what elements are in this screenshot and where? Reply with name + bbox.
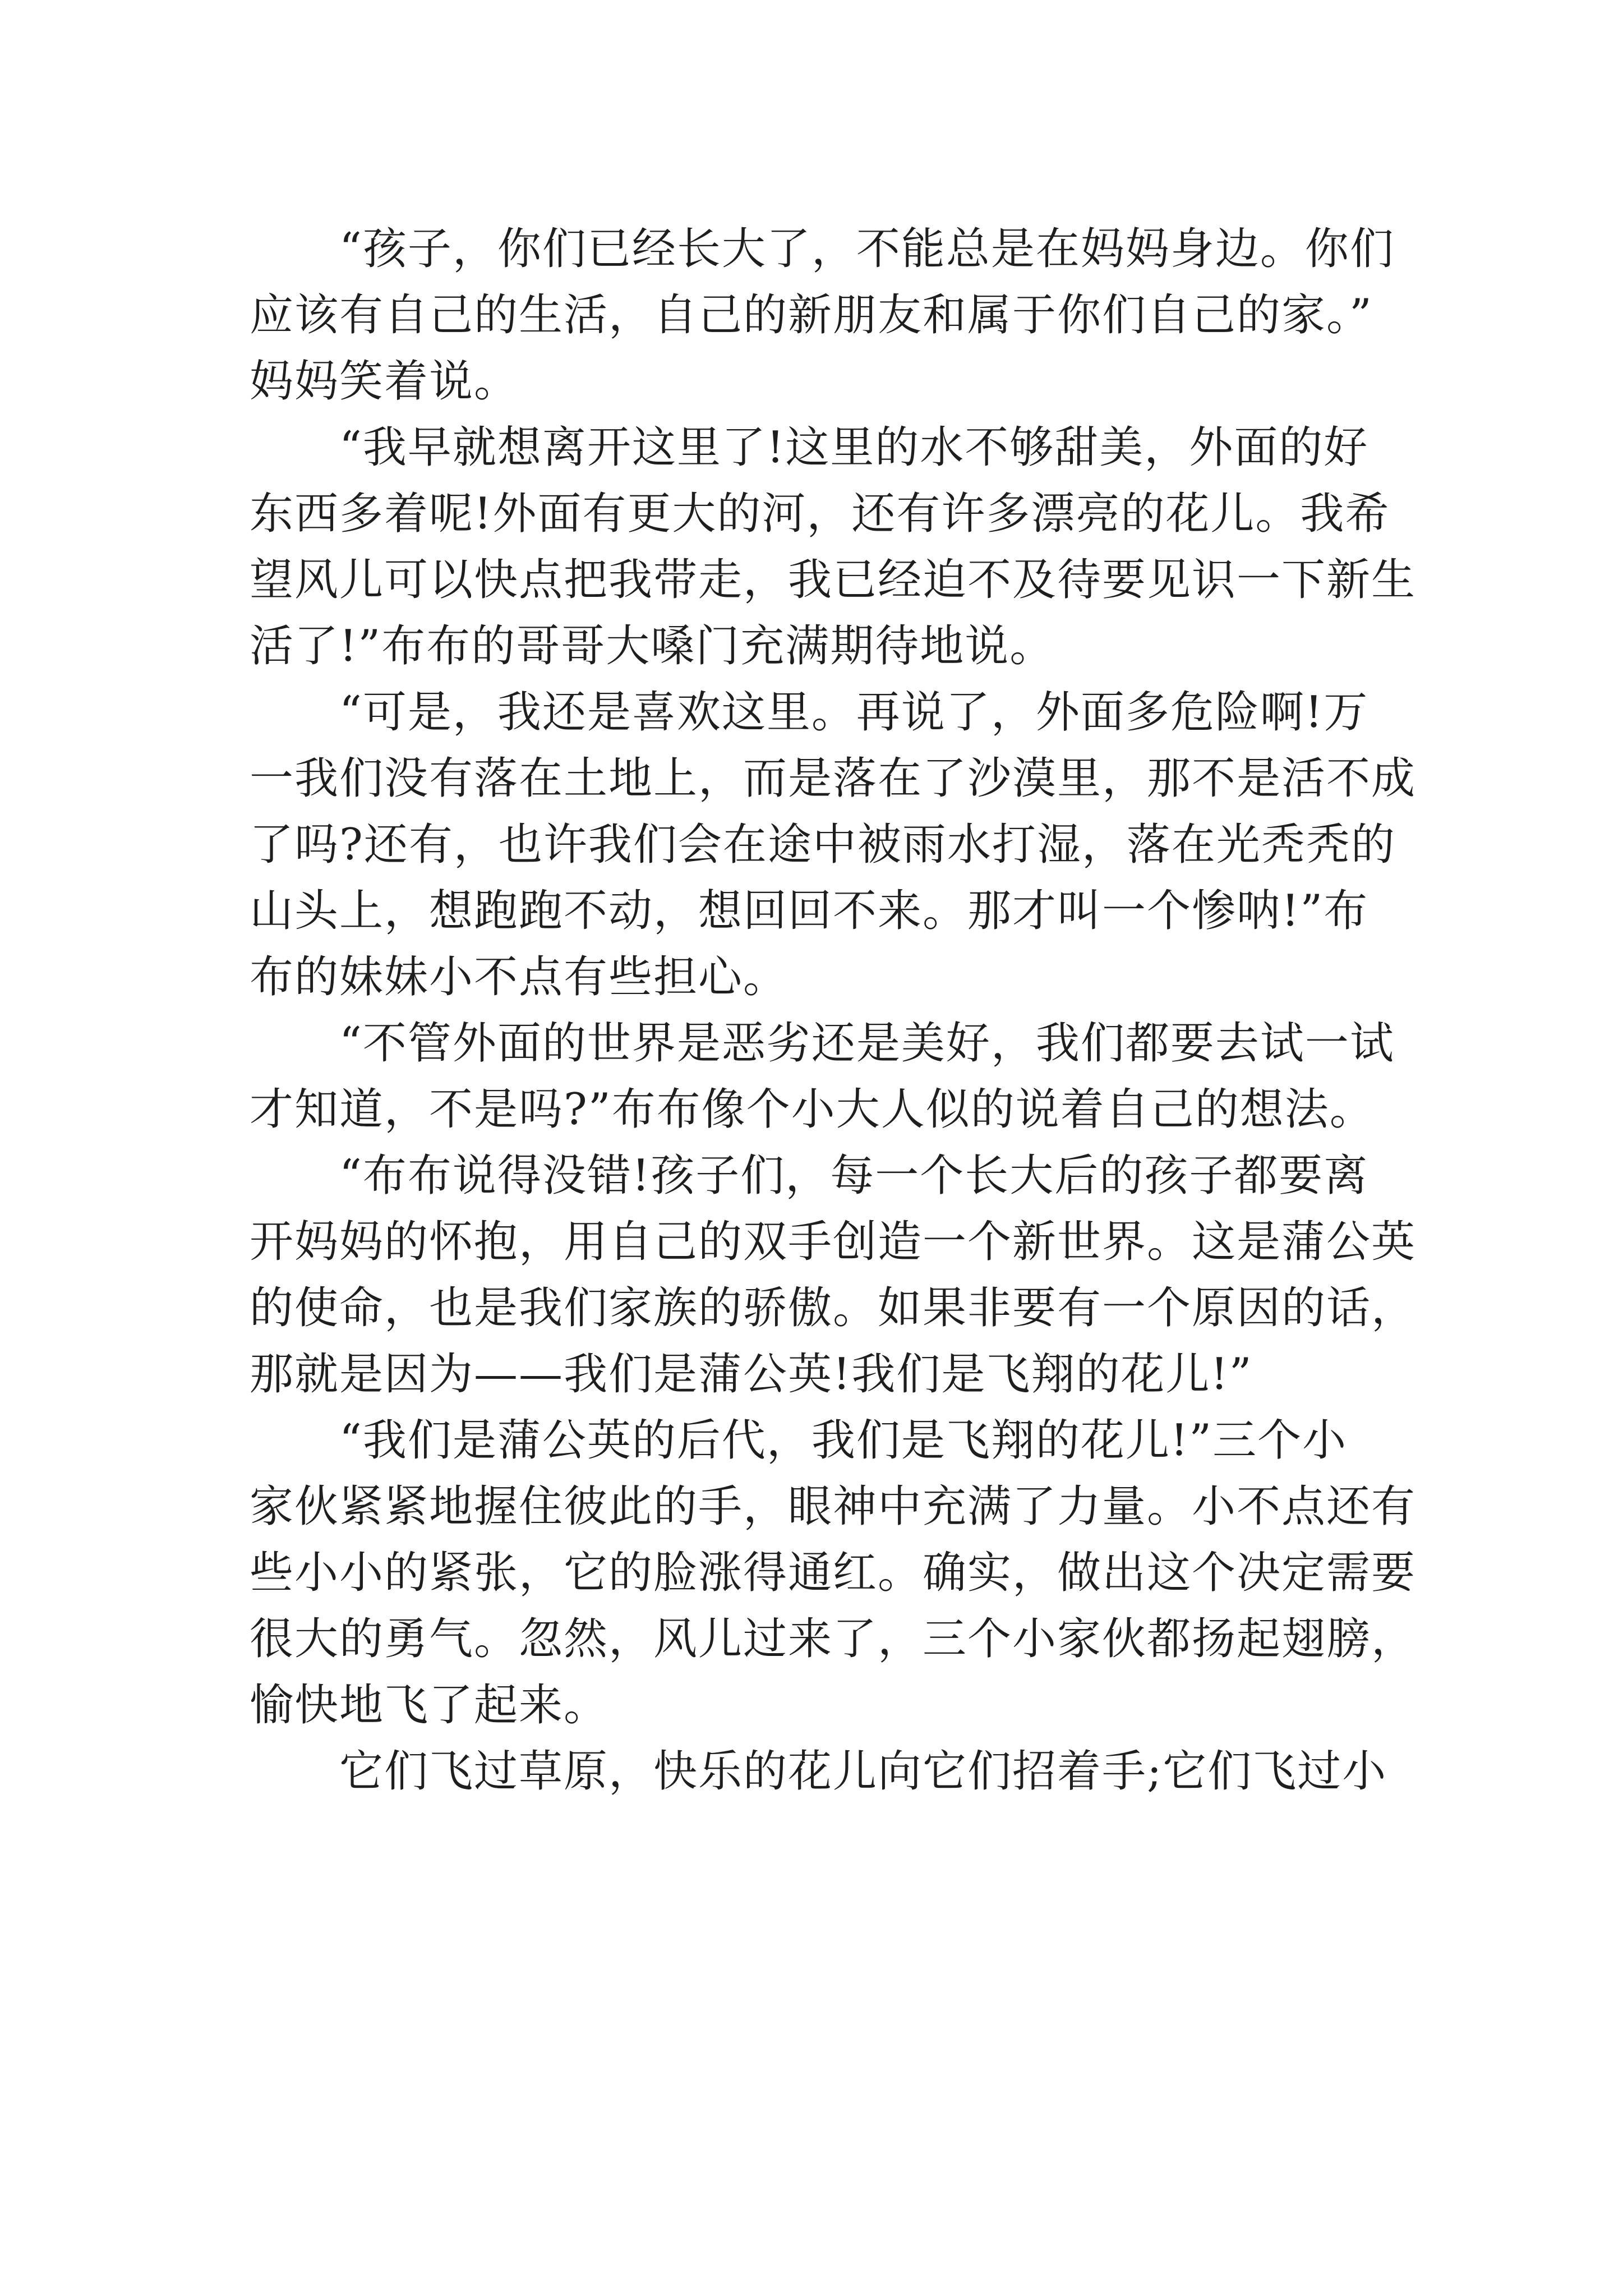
text-line: 的使命，也是我们家族的骄傲。如果非要有一个原因的话， xyxy=(250,1283,1417,1333)
body-text xyxy=(250,216,1417,1805)
text-line: 山头上，想跑跑不动，想回回不来。那才叫一个惨呐!”布 xyxy=(250,886,1369,936)
text-line: 家伙紧紧地握住彼此的手，眼神中充满了力量。小不点还有 xyxy=(250,1481,1417,1532)
text-line: 它们飞过草原，快乐的花儿向它们招着手;它们飞过小 xyxy=(339,1746,1387,1797)
text-line: 东西多着呢!外面有更大的河，还有许多漂亮的花儿。我希 xyxy=(250,489,1390,539)
text-line: 愉快地飞了起来。 xyxy=(250,1680,609,1731)
text-line: 妈妈笑着说。 xyxy=(250,356,519,407)
text-line: 开妈妈的怀抱，用自己的双手创造一个新世界。这是蒲公英 xyxy=(250,1217,1417,1267)
text-line: “我们是蒲公英的后代，我们是飞翔的花儿!”三个小 xyxy=(339,1415,1348,1466)
text-line: 那就是因为——我们是蒲公英!我们是飞翔的花儿!” xyxy=(250,1349,1253,1400)
text-line: 很大的勇气。忽然，风儿过来了，三个小家伙都扬起翅膀， xyxy=(250,1614,1417,1664)
text-line: “布布说得没错!孩子们，每一个长大后的孩子都要离 xyxy=(339,1151,1369,1201)
text-line: 了吗?还有，也许我们会在途中被雨水打湿，落在光秃秃的 xyxy=(250,820,1396,870)
text-line: 望风儿可以快点把我带走，我已经迫不及待要见识一下新生 xyxy=(250,555,1417,605)
text-line: 才知道，不是吗?”布布像个小大人似的说着自己的想法。 xyxy=(250,1084,1375,1135)
text-line: 活了!”布布的哥哥大嗓门充满期待地说。 xyxy=(250,621,1055,671)
text-line: “我早就想离开这里了!这里的水不够甜美，外面的好 xyxy=(339,422,1369,473)
text-line: “可是，我还是喜欢这里。再说了，外面多危险啊!万 xyxy=(339,687,1369,738)
text-line: 一我们没有落在土地上，而是落在了沙漠里，那不是活不成 xyxy=(250,753,1417,804)
text-line: “不管外面的世界是恶劣还是美好，我们都要去试一试 xyxy=(339,1018,1395,1069)
text-line: 些小小的紧张，它的脸涨得通红。确实，做出这个决定需要 xyxy=(250,1548,1417,1598)
text-line: 应该有自己的生活，自己的新朋友和属于你们自己的家。” xyxy=(250,290,1373,341)
text-line: 布的妹妹小不点有些担心。 xyxy=(250,952,789,1002)
text-line: “孩子，你们已经长大了，不能总是在妈妈身边。你们 xyxy=(339,224,1395,274)
